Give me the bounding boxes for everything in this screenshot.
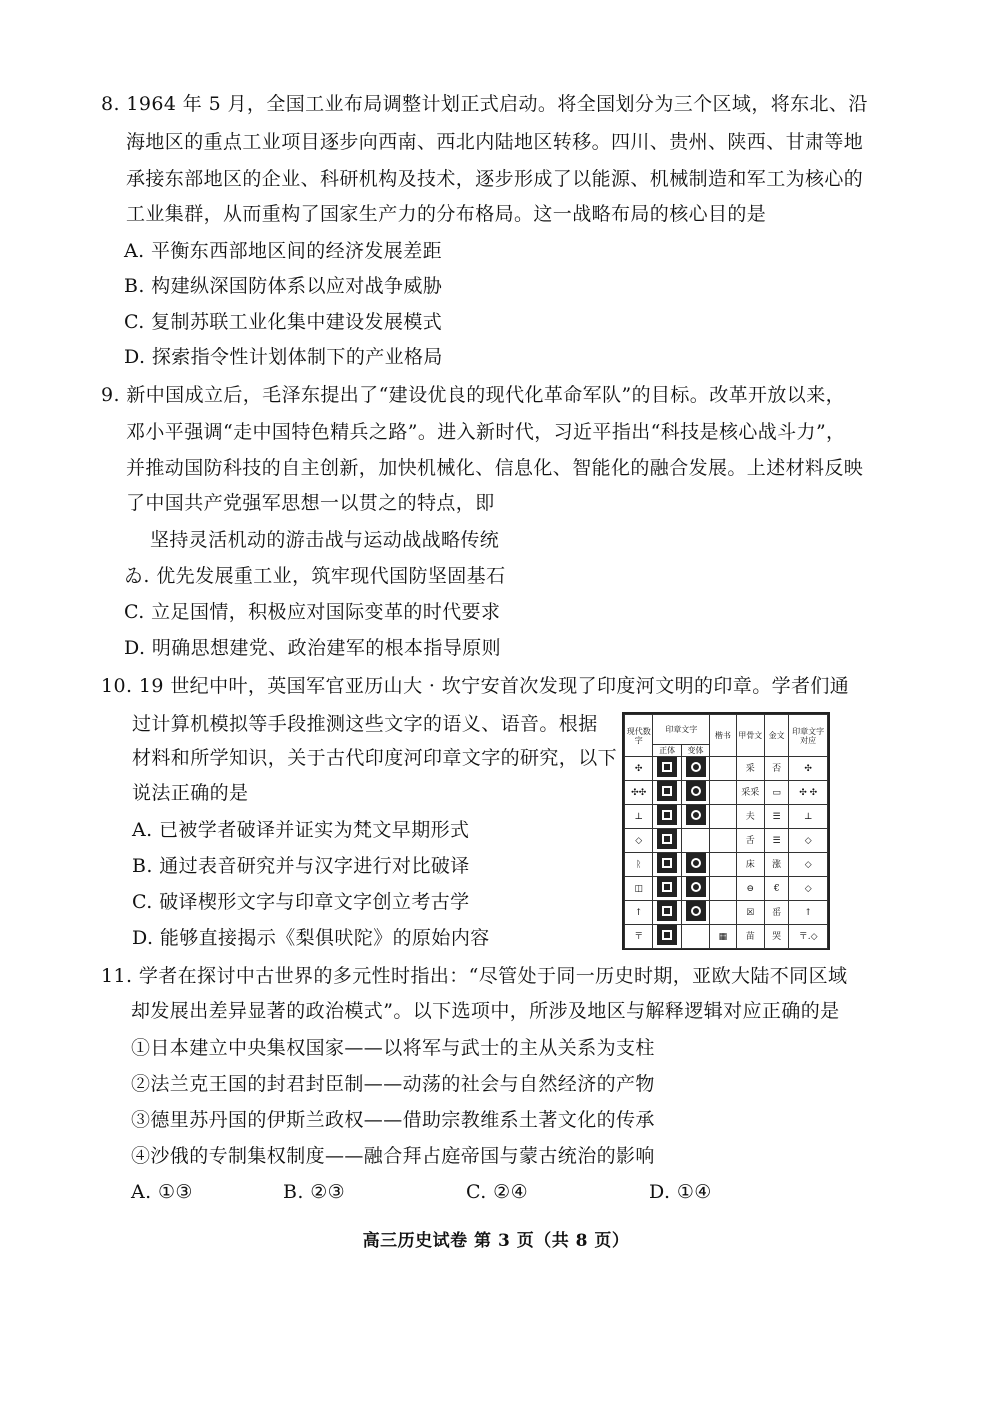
q9-option-d: D. 明确思想建党、政治建军的根本指导原则	[124, 637, 502, 659]
q11-item-4: ④沙俄的专制集权制度——融合拜占庭帝国与蒙古统治的影响	[131, 1145, 655, 1167]
table-cell-oracle: 舌	[736, 829, 764, 853]
table-cell-numeral: ◇	[625, 829, 653, 853]
seal-glyph-image	[681, 757, 709, 781]
table-cell-correspondence: ↑	[789, 901, 828, 925]
q10-line-1: 10. 19 世纪中叶，英国军官亚历山大 · 坎宁安首次发现了印度河文明的印章。学者们通	[101, 675, 850, 697]
header-bronze-script: 金文	[765, 715, 789, 757]
header-seal-correspondence: 印章文字对应	[789, 715, 828, 757]
table-cell-bronze: ▭	[765, 781, 789, 805]
seal-glyph-image	[681, 925, 709, 949]
q10-option-d: D. 能够直接揭示《梨俱吠陀》的原始内容	[132, 927, 490, 949]
table-cell-bronze: ☰	[765, 829, 789, 853]
table-cell-bronze: 涨	[765, 853, 789, 877]
table-cell-numeral: 〒	[625, 925, 653, 949]
table-cell-oracle: 床	[736, 853, 764, 877]
header-modern-numeral: 现代数字	[625, 715, 653, 757]
q11-option-a: A. ①③	[131, 1181, 193, 1203]
table-cell-numeral: ✣	[625, 757, 653, 781]
q8-line-4: 工业集群，从而重构了国家生产力的分布格局。这一战略布局的核心目的是	[126, 203, 767, 225]
seal-script-table	[622, 712, 830, 950]
q9-option-b: ゐ. 优先发展重工业，筑牢现代国防坚固基石	[124, 565, 506, 587]
seal-glyph-image	[681, 853, 709, 877]
seal-glyph-image	[653, 805, 681, 829]
q9-line-1: 9. 新中国成立后，毛泽东提出了“建设优良的现代化革命军队”的目标。改革开放以来，	[101, 384, 845, 406]
table-cell-correspondence: ◇	[789, 877, 828, 901]
header-regular-script: 楷书	[710, 715, 736, 757]
header-seal-script: 印章文字	[653, 715, 710, 745]
q8-option-a: A. 平衡东西部地区间的经济发展差距	[124, 240, 443, 262]
q8-line-3: 承接东部地区的企业、科研机构及技术，逐步形成了以能源、机械制造和军工为核心的	[126, 168, 864, 190]
q11-item-1: ①日本建立中央集权国家——以将军与武士的主从关系为支柱	[131, 1037, 655, 1059]
seal-glyph-image	[681, 829, 709, 853]
seal-glyph-image	[653, 877, 681, 901]
seal-glyph-image	[653, 829, 681, 853]
table-cell-regular	[710, 781, 736, 805]
q10-option-a: A. 已被学者破译并证实为梵文早期形式	[132, 819, 470, 841]
q8-option-d: D. 探索指令性计划体制下的产业格局	[124, 346, 443, 368]
table-cell-correspondence: ✣	[789, 757, 828, 781]
table-cell-oracle: ⊖	[736, 877, 764, 901]
q9-option-a: 坚持灵活机动的游击战与运动战战略传统	[150, 529, 500, 551]
q11-line-1: 11. 学者在探讨中古世界的多元性时指出：“尽管处于同一历史时期，亚欧大陆不同区域	[101, 965, 848, 987]
table-cell-oracle: 采采	[736, 781, 764, 805]
table-cell-bronze: €	[765, 877, 789, 901]
table-cell-correspondence: ◇	[789, 853, 828, 877]
table-cell-correspondence: ⊥	[789, 805, 828, 829]
q10-line-3: 材料和所学知识，关于古代印度河印章文字的研究，以下	[132, 747, 618, 769]
seal-glyph-image	[681, 901, 709, 925]
seal-glyph-image	[653, 781, 681, 805]
q11-option-c: C. ②④	[466, 1181, 529, 1203]
q9-option-c: C. 立足国情，积极应对国际变革的时代要求	[124, 601, 501, 623]
q11-line-2: 却发展出差异显著的政治模式”。以下选项中，所涉及地区与解释逻辑对应正确的是	[131, 1000, 840, 1022]
seal-glyph-image	[653, 901, 681, 925]
page-footer: 高三历史试卷 第 3 页（共 8 页）	[362, 1231, 630, 1251]
table-cell-regular	[710, 805, 736, 829]
q10-option-b: B. 通过表音研究并与汉字进行对比破译	[132, 855, 470, 877]
q10-line-4: 说法正确的是	[132, 782, 249, 804]
q8-line-2: 海地区的重点工业项目逐步向西南、西北内陆地区转移。四川、贵州、陕西、甘肃等地	[126, 131, 864, 153]
table-cell-oracle: 夫	[736, 805, 764, 829]
q10-line-2: 过计算机模拟等手段推测这些文字的语义、语音。根据	[132, 713, 598, 735]
table-cell-regular	[710, 901, 736, 925]
table-cell-numeral: ◫	[625, 877, 653, 901]
q10-option-c: C. 破译楔形文字与印章文字创立考古学	[132, 891, 470, 913]
table-cell-regular	[710, 877, 736, 901]
table-cell-oracle: ☒	[736, 901, 764, 925]
table-cell-bronze: 哭	[765, 925, 789, 949]
table-cell-numeral: ↑	[625, 901, 653, 925]
q9-line-2: 邓小平强调“走中国特色精兵之路”。进入新时代，习近平指出“科技是核心战斗力”，	[126, 421, 846, 443]
table-cell-oracle: 苗	[736, 925, 764, 949]
table-cell-bronze: ☰	[765, 805, 789, 829]
table-cell-numeral: ⊥	[625, 805, 653, 829]
subheader-variant: 变体	[681, 745, 709, 757]
q8-option-b: B. 构建纵深国防体系以应对战争威胁	[124, 275, 443, 297]
q9-line-3: 并推动国防科技的自主创新，加快机械化、信息化、智能化的融合发展。上述材料反映	[126, 457, 864, 479]
header-oracle-bone: 甲骨文	[736, 715, 764, 757]
seal-glyph-image	[681, 781, 709, 805]
q11-option-b: B. ②③	[283, 1181, 346, 1203]
q8-line-1: 8. 1964 年 5 月，全国工业布局调整计划正式启动。将全国划分为三个区域，将东北、沿	[101, 93, 868, 115]
q8-option-c: C. 复制苏联工业化集中建设发展模式	[124, 311, 443, 333]
table-cell-numeral: ᚱ	[625, 853, 653, 877]
table-cell-bronze: 否	[765, 757, 789, 781]
q11-option-d: D. ①④	[649, 1181, 712, 1203]
seal-glyph-image	[681, 805, 709, 829]
q9-line-4: 了中国共产党强军思想一以贯之的特点，即	[126, 492, 495, 514]
table-cell-regular	[710, 757, 736, 781]
seal-glyph-image	[681, 877, 709, 901]
table-cell-correspondence: ✣ ✣	[789, 781, 828, 805]
q11-item-3: ③德里苏丹国的伊斯兰政权——借助宗教维系土著文化的传承	[131, 1109, 655, 1131]
table-cell-regular	[710, 829, 736, 853]
table-cell-numeral: ✣✣	[625, 781, 653, 805]
seal-glyph-image	[653, 853, 681, 877]
subheader-standard: 正体	[653, 745, 681, 757]
table-cell-bronze: 䍃	[765, 901, 789, 925]
table-cell-regular: ▦	[710, 925, 736, 949]
table-cell-correspondence: 〒.◇	[789, 925, 828, 949]
table-cell-regular	[710, 853, 736, 877]
seal-glyph-image	[653, 925, 681, 949]
seal-glyph-image	[653, 757, 681, 781]
table-cell-oracle: 采	[736, 757, 764, 781]
q11-item-2: ②法兰克王国的封君封臣制——动荡的社会与自然经济的产物	[131, 1073, 655, 1095]
table-cell-correspondence: ◇	[789, 829, 828, 853]
